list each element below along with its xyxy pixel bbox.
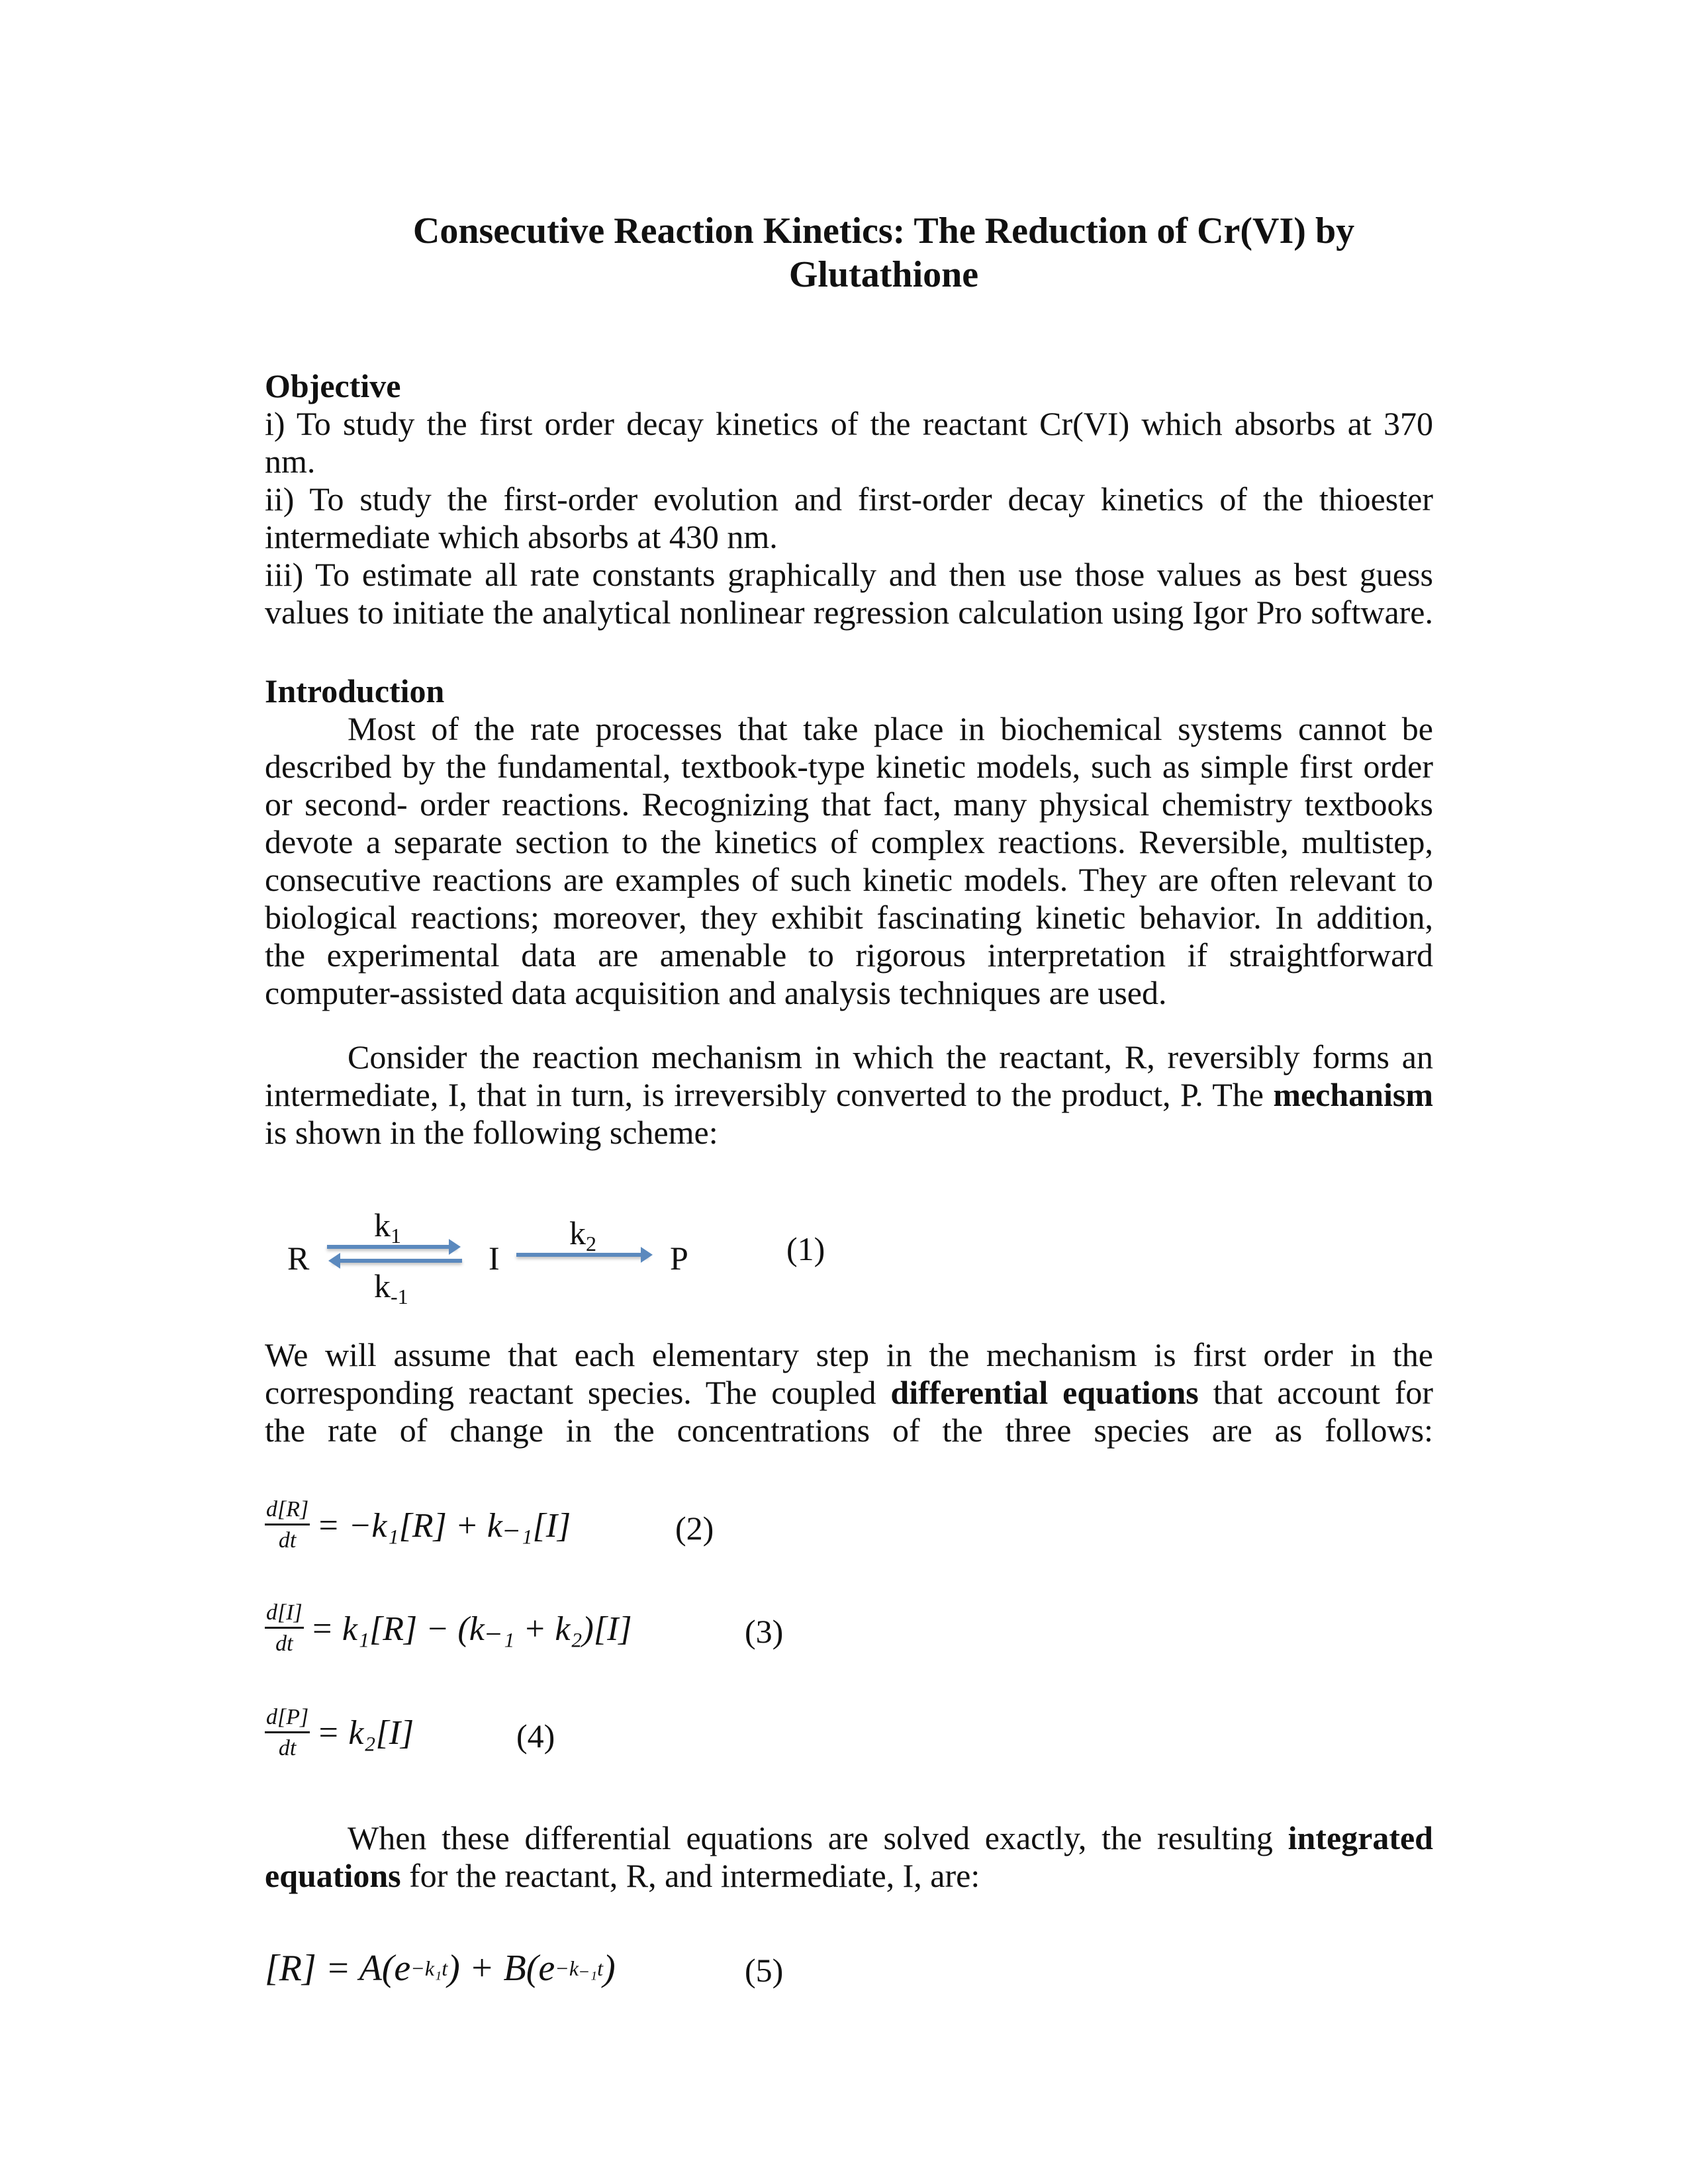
- text-line: [265, 480, 1433, 518]
- text-line: [265, 1114, 1433, 1152]
- text-line: [265, 823, 1433, 861]
- text-line: [265, 1374, 1433, 1412]
- text-span: values to initiate the analytical nonlinear regression calculation using Igor Pro software.: [265, 594, 1433, 631]
- text-span: When these differential equations are solved exactly, the resulting: [348, 1819, 1288, 1856]
- text-span: nm.: [265, 443, 316, 480]
- paragraph-lines: [265, 1038, 1433, 1152]
- equation-4: [265, 1705, 414, 1761]
- fraction: [265, 1497, 310, 1553]
- text-line: [265, 786, 1433, 823]
- fraction: [265, 1705, 310, 1761]
- equation-rhs: = k₁[R] − (k₋₁ + k₂)[I]: [310, 1610, 632, 1648]
- bold-term: differential equations: [890, 1374, 1199, 1411]
- text-span: corresponding reactant species. The coupled: [265, 1374, 891, 1411]
- scheme-reactant: R: [287, 1240, 310, 1277]
- objective-heading: Objective: [265, 367, 401, 404]
- title-line-2: Glutathione: [788, 254, 979, 295]
- introduction-section: [265, 672, 1433, 1012]
- equation-3: [265, 1600, 632, 1657]
- text-line: [265, 405, 1433, 443]
- text-span: consecutive reactions are examples of such kinetic models. They are often relevant to: [265, 861, 1433, 898]
- eq5-exponent-2: −k₋₁t: [555, 1956, 603, 1980]
- equation-number-1: (1): [786, 1230, 825, 1267]
- k-1-label: k: [374, 1267, 391, 1304]
- text-span: the experimental data are amenable to rigorous interpretation if straightforward: [265, 936, 1433, 974]
- text-span: Most of the rate processes that take place in biochemical systems cannot be: [348, 710, 1433, 747]
- objective-section: [265, 367, 1433, 631]
- text-line: [265, 443, 1433, 480]
- numerator: d[I]: [265, 1600, 304, 1629]
- eq5-part-1: [R] = A(e: [265, 1948, 411, 1989]
- text-line: [265, 1819, 1433, 1857]
- text-span: We will assume that each elementary step in the mechanism is first order in the: [265, 1336, 1433, 1373]
- text-span: biological reactions; moreover, they exhibit fascinating kinetic behavior. In addition,: [265, 899, 1433, 936]
- text-span: intermediate, I, that in turn, is irreversibly converted to the product, P. The: [265, 1076, 1274, 1113]
- text-span: is shown in the following scheme:: [265, 1114, 718, 1151]
- document-title: [0, 209, 1688, 296]
- k-1-subscript: -1: [391, 1285, 408, 1308]
- text-line: [265, 936, 1433, 974]
- text-span: i) To study the first order decay kinetics of the reactant Cr(VI) which absorbs at 370: [265, 405, 1433, 442]
- scheme-k1: [374, 1208, 401, 1246]
- text-line: [265, 861, 1433, 899]
- denominator: dt: [278, 1528, 297, 1553]
- title-line-1: Consecutive Reaction Kinetics: The Reduction of Cr(VI) by: [412, 210, 1355, 251]
- equation-number-2: (2): [675, 1510, 714, 1547]
- text-line: [265, 974, 1433, 1012]
- k2-subscript: 2: [586, 1232, 596, 1255]
- text-span: that account for: [1198, 1374, 1434, 1411]
- text-span: intermediate which absorbs at 430 nm.: [265, 518, 778, 555]
- text-line: [265, 1076, 1433, 1114]
- fraction: [265, 1600, 304, 1657]
- equation-5: [265, 1947, 616, 1989]
- assumption-paragraph: [265, 1336, 1433, 1449]
- text-span: described by the fundamental, textbook-type kinetic models, such as simple first order: [265, 748, 1433, 785]
- text-line: [265, 594, 1433, 631]
- eq5-part-3: ): [602, 1948, 616, 1989]
- equation-number-3: (3): [745, 1613, 784, 1650]
- scheme-intermediate: I: [489, 1240, 500, 1277]
- text-span: computer-assisted data acquisition and analysis techniques are used.: [265, 974, 1167, 1011]
- k1-subscript: 1: [391, 1224, 401, 1248]
- denominator: dt: [275, 1631, 293, 1656]
- objective-list: [265, 405, 1433, 631]
- introduction-paragraph-1: [265, 710, 1433, 1012]
- paragraph-lines: [265, 1336, 1433, 1449]
- text-span: for the reactant, R, and intermediate, I, are:: [400, 1857, 980, 1894]
- text-span: iii) To estimate all rate constants graphically and then use those values as best guess: [265, 556, 1433, 593]
- text-line: [265, 899, 1433, 936]
- eq5-part-2: ) + B(e: [447, 1948, 555, 1989]
- bold-term: integrated: [1288, 1819, 1433, 1856]
- text-line: [265, 1336, 1433, 1374]
- bold-term: equations: [265, 1857, 401, 1894]
- equation-rhs: = −k₁[R] + k₋₁[I]: [316, 1506, 571, 1545]
- text-line: [265, 748, 1433, 786]
- k1-label: k: [374, 1206, 391, 1244]
- equation-2: [265, 1497, 571, 1553]
- text-line: [265, 1412, 1433, 1449]
- integrated-paragraph: [265, 1819, 1433, 1895]
- text-line: [265, 1857, 1433, 1895]
- equation-number-4: (4): [516, 1717, 555, 1754]
- numerator: d[P]: [265, 1705, 310, 1733]
- scheme-k2: [569, 1216, 596, 1254]
- text-span: Consider the reaction mechanism in which the reactant, R, reversibly forms an: [348, 1038, 1433, 1075]
- numerator: d[R]: [265, 1497, 310, 1525]
- k2-label: k: [569, 1214, 586, 1251]
- equation-number-5: (5): [745, 1952, 784, 1989]
- denominator: dt: [278, 1736, 297, 1760]
- scheme-k-1: [374, 1269, 408, 1307]
- equation-rhs: = k₂[I]: [316, 1714, 414, 1752]
- text-span: or second- order reactions. Recognizing that fact, many physical chemistry textbooks: [265, 786, 1433, 823]
- text-line: [265, 710, 1433, 748]
- scheme-product: P: [670, 1240, 688, 1277]
- introduction-paragraph-2: [265, 1038, 1433, 1152]
- text-span: the rate of change in the concentrations of the three species are as follows:: [265, 1412, 1433, 1449]
- text-line: [265, 1038, 1433, 1076]
- bold-term: mechanism: [1273, 1076, 1433, 1113]
- reverse-arrow: [332, 1259, 462, 1263]
- text-span: devote a separate section to the kinetics of complex reactions. Reversible, multistep,: [265, 823, 1433, 860]
- eq5-exponent-1: −k₁t: [410, 1956, 448, 1980]
- text-line: [265, 556, 1433, 594]
- introduction-heading: Introduction: [265, 672, 445, 709]
- paragraph-lines: [265, 1819, 1433, 1895]
- text-line: [265, 518, 1433, 556]
- text-span: ii) To study the first-order evolution and first-order decay kinetics of the thioester: [265, 480, 1433, 518]
